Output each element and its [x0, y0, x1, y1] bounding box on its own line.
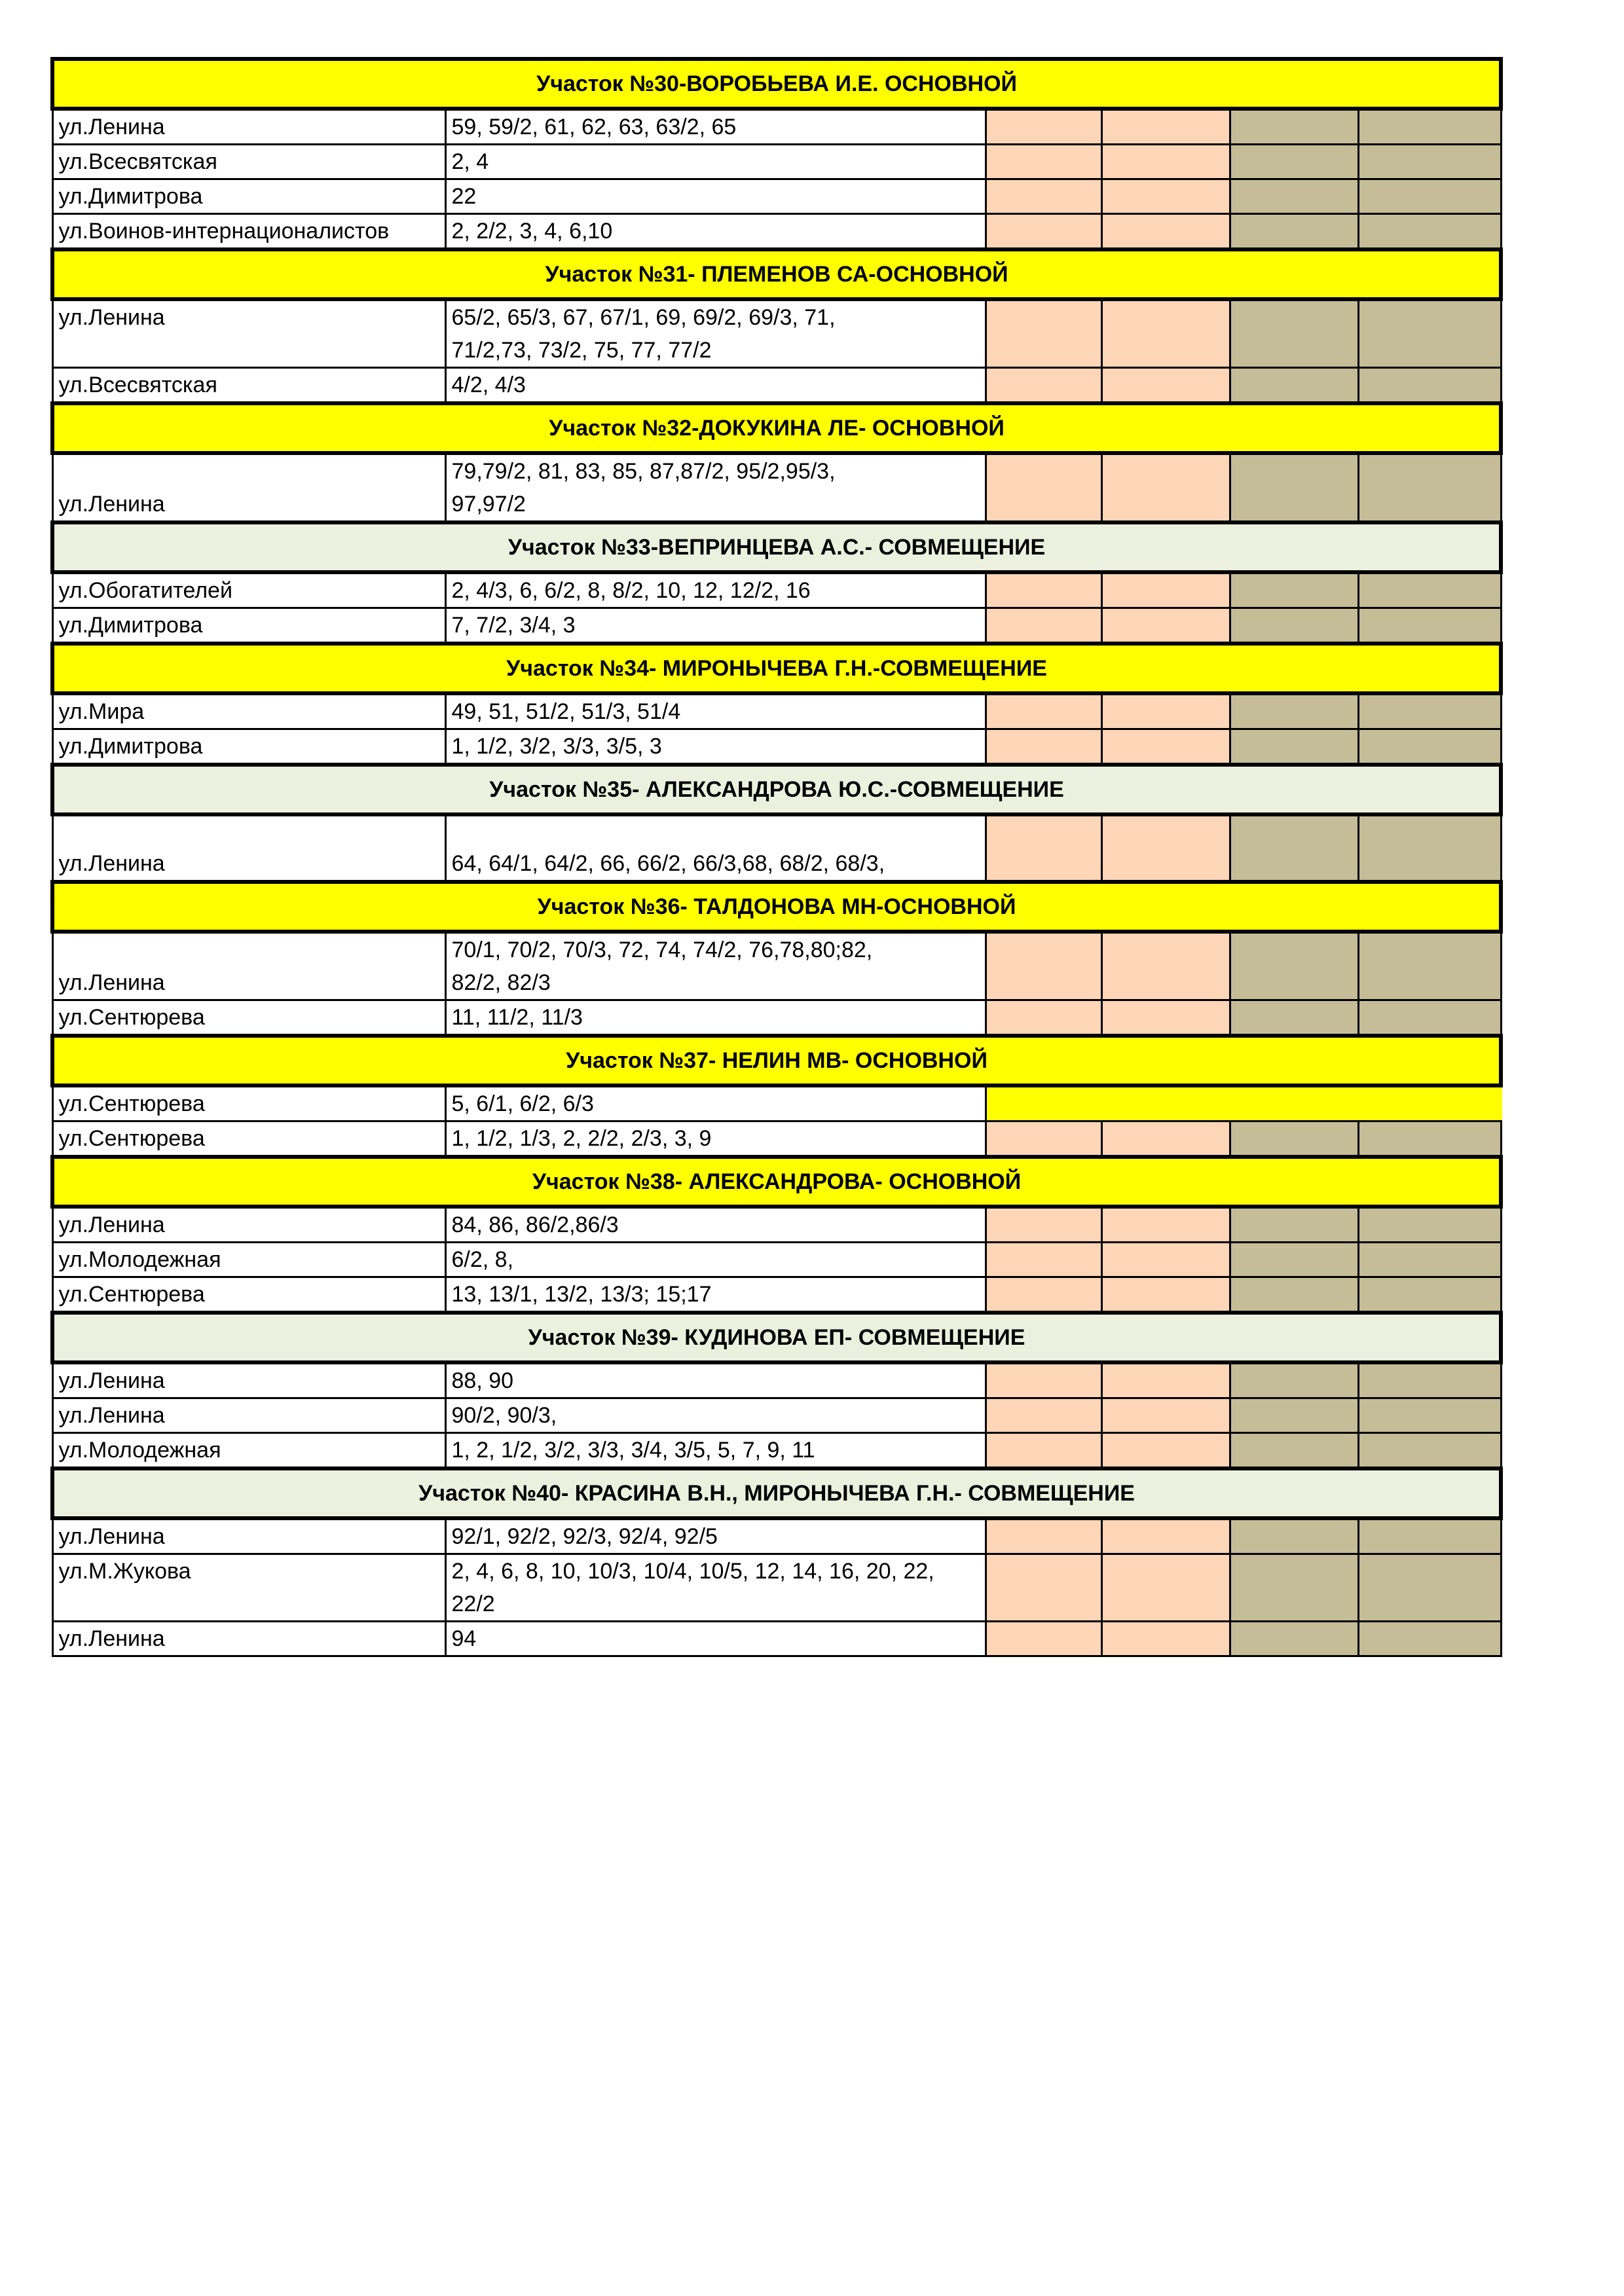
status-cell-2[interactable]	[1101, 109, 1230, 145]
houses-cell[interactable]: 49, 51, 51/2, 51/3, 51/4	[445, 693, 986, 729]
status-cell-2[interactable]	[1101, 1121, 1230, 1157]
section-title[interactable]: Участок №32-ДОКУКИНА ЛЕ- ОСНОВНОЙ	[52, 403, 1501, 453]
houses-cell[interactable]: 2, 4	[445, 145, 986, 179]
status-cell-1[interactable]	[986, 693, 1101, 729]
status-cell-3[interactable]	[1230, 299, 1358, 368]
table-row	[52, 453, 1501, 522]
section-header-row	[52, 1468, 1501, 1518]
section-header-row	[52, 1157, 1501, 1207]
street-cell[interactable]: ул.Ленина	[52, 109, 445, 145]
street-cell[interactable]: ул.Сентюрева	[52, 1277, 445, 1313]
section-header-row	[52, 1036, 1501, 1085]
street-cell[interactable]: ул.Молодежная	[52, 1433, 445, 1469]
houses-cell[interactable]: 92/1, 92/2, 92/3, 92/4, 92/5	[445, 1518, 986, 1554]
status-cell-4[interactable]	[1358, 729, 1501, 765]
table-row	[52, 1554, 1501, 1622]
status-cell-1[interactable]	[986, 729, 1101, 765]
status-cell-2[interactable]	[1101, 179, 1230, 214]
street-cell[interactable]: ул.М.Жукова	[52, 1554, 445, 1622]
status-cell-3[interactable]	[1230, 179, 1358, 214]
table-row	[52, 814, 1501, 882]
status-cell-2[interactable]	[1101, 1518, 1230, 1554]
street-cell[interactable]: ул.Мира	[52, 693, 445, 729]
status-cell-1[interactable]	[986, 179, 1101, 214]
section-header-row	[52, 882, 1501, 932]
status-cell-2[interactable]	[1101, 1277, 1230, 1313]
street-cell[interactable]: ул.Ленина	[52, 453, 445, 522]
table-row	[52, 1398, 1501, 1433]
table-row	[52, 179, 1501, 214]
section-header-row	[52, 59, 1501, 109]
status-cell-2[interactable]	[1101, 145, 1230, 179]
status-cell-1[interactable]	[986, 145, 1101, 179]
status-cell-4[interactable]	[1358, 1362, 1501, 1398]
section-header-row	[52, 403, 1501, 453]
street-cell[interactable]: ул.Сентюрева	[52, 1000, 445, 1036]
status-cell-2[interactable]	[1101, 1398, 1230, 1433]
street-cell[interactable]: ул.Ленина	[52, 1207, 445, 1243]
status-cell-2[interactable]	[1101, 608, 1230, 644]
status-cell-2[interactable]	[1101, 1554, 1230, 1622]
status-cell-1[interactable]	[986, 109, 1101, 145]
status-cell-3[interactable]	[1230, 572, 1358, 608]
section-title[interactable]: Участок №37- НЕЛИН МВ- ОСНОВНОЙ	[52, 1036, 1501, 1085]
status-cell-4[interactable]	[1358, 1085, 1501, 1121]
section-title[interactable]: Участок №31- ПЛЕМЕНОВ СА-ОСНОВНОЙ	[52, 249, 1501, 299]
polling-stations-table	[50, 57, 1503, 1657]
status-cell-4[interactable]	[1358, 1207, 1501, 1243]
section-header-row	[52, 249, 1501, 299]
status-cell-2[interactable]	[1101, 814, 1230, 882]
houses-cell[interactable]: 2, 4/3, 6, 6/2, 8, 8/2, 10, 12, 12/2, 16	[445, 572, 986, 608]
street-cell[interactable]: ул.Ленина	[52, 1398, 445, 1433]
street-cell[interactable]: ул.Обогатителей	[52, 572, 445, 608]
status-cell-4[interactable]	[1358, 932, 1501, 1000]
status-cell-3[interactable]	[1230, 214, 1358, 250]
table-body	[52, 59, 1501, 1656]
status-cell-1[interactable]	[986, 1277, 1101, 1313]
table-row	[52, 1000, 1501, 1036]
houses-cell[interactable]: 88, 90	[445, 1362, 986, 1398]
status-cell-4[interactable]	[1358, 608, 1501, 644]
status-cell-2[interactable]	[1101, 1207, 1230, 1243]
status-cell-1[interactable]	[986, 1622, 1101, 1656]
status-cell-4[interactable]	[1358, 179, 1501, 214]
status-cell-2[interactable]	[1101, 1622, 1230, 1656]
table-row	[52, 932, 1501, 1000]
status-cell-1[interactable]	[986, 453, 1101, 522]
status-cell-2[interactable]	[1101, 932, 1230, 1000]
houses-cell[interactable]: 7, 7/2, 3/4, 3	[445, 608, 986, 644]
status-cell-1[interactable]	[986, 1207, 1101, 1243]
houses-cell[interactable]: 11, 11/2, 11/3	[445, 1000, 986, 1036]
houses-cell[interactable]: 22	[445, 179, 986, 214]
table-row	[52, 1085, 1501, 1121]
status-cell-1[interactable]	[986, 608, 1101, 644]
street-cell[interactable]: ул.Ленина	[52, 1622, 445, 1656]
table-row	[52, 729, 1501, 765]
houses-cell[interactable]: 5, 6/1, 6/2, 6/3	[445, 1085, 986, 1121]
street-cell[interactable]: ул.Ленина	[52, 814, 445, 882]
status-cell-4[interactable]	[1358, 1121, 1501, 1157]
street-cell[interactable]: ул.Ленина	[52, 299, 445, 368]
status-cell-2[interactable]	[1101, 1362, 1230, 1398]
section-title[interactable]: Участок №40- КРАСИНА В.Н., МИРОНЫЧЕВА Г.Н.- СОВМЕЩЕНИЕ	[52, 1468, 1501, 1518]
status-cell-4[interactable]	[1358, 299, 1501, 368]
houses-cell[interactable]: 70/1, 70/2, 70/3, 72, 74, 74/2, 76,78,80;82, 82/2, 82/3	[445, 932, 986, 1000]
status-cell-1[interactable]	[986, 1085, 1101, 1121]
houses-cell[interactable]: 1, 1/2, 3/2, 3/3, 3/5, 3	[445, 729, 986, 765]
table-row	[52, 693, 1501, 729]
status-cell-3[interactable]	[1230, 1243, 1358, 1277]
section-header-row	[52, 644, 1501, 693]
status-cell-2[interactable]	[1101, 1000, 1230, 1036]
status-cell-1[interactable]	[986, 1121, 1101, 1157]
status-cell-4[interactable]	[1358, 214, 1501, 250]
status-cell-3[interactable]	[1230, 608, 1358, 644]
houses-cell[interactable]: 2, 2/2, 3, 4, 6,10	[445, 214, 986, 250]
status-cell-1[interactable]	[986, 1000, 1101, 1036]
table-row	[52, 368, 1501, 404]
status-cell-4[interactable]	[1358, 1243, 1501, 1277]
status-cell-3[interactable]	[1230, 729, 1358, 765]
status-cell-2[interactable]	[1101, 1085, 1230, 1121]
status-cell-3[interactable]	[1230, 1121, 1358, 1157]
houses-cell[interactable]: 4/2, 4/3	[445, 368, 986, 404]
table-row	[52, 109, 1501, 145]
table-row	[52, 572, 1501, 608]
houses-cell[interactable]: 59, 59/2, 61, 62, 63, 63/2, 65	[445, 109, 986, 145]
section-title[interactable]: Участок №30-ВОРОБЬЕВА И.Е. ОСНОВНОЙ	[52, 59, 1501, 109]
status-cell-4[interactable]	[1358, 1398, 1501, 1433]
status-cell-1[interactable]	[986, 1362, 1101, 1398]
status-cell-3[interactable]	[1230, 932, 1358, 1000]
street-cell[interactable]: ул.Сентюрева	[52, 1121, 445, 1157]
status-cell-3[interactable]	[1230, 145, 1358, 179]
section-title[interactable]: Участок №36- ТАЛДОНОВА МН-ОСНОВНОЙ	[52, 882, 1501, 932]
status-cell-2[interactable]	[1101, 1433, 1230, 1469]
status-cell-1[interactable]	[986, 1433, 1101, 1469]
houses-cell[interactable]: 84, 86, 86/2,86/3	[445, 1207, 986, 1243]
status-cell-2[interactable]	[1101, 214, 1230, 250]
status-cell-4[interactable]	[1358, 145, 1501, 179]
table-row	[52, 1121, 1501, 1157]
status-cell-4[interactable]	[1358, 693, 1501, 729]
table-row	[52, 1622, 1501, 1656]
street-cell[interactable]: ул.Сентюрева	[52, 1085, 445, 1121]
status-cell-3[interactable]	[1230, 453, 1358, 522]
status-cell-3[interactable]	[1230, 1433, 1358, 1469]
street-cell[interactable]: ул.Всесвятская	[52, 145, 445, 179]
status-cell-3[interactable]	[1230, 1398, 1358, 1433]
status-cell-2[interactable]	[1101, 453, 1230, 522]
table-row	[52, 145, 1501, 179]
status-cell-2[interactable]	[1101, 572, 1230, 608]
status-cell-3[interactable]	[1230, 1277, 1358, 1313]
status-cell-4[interactable]	[1358, 1000, 1501, 1036]
status-cell-3[interactable]	[1230, 1518, 1358, 1554]
table-row	[52, 1362, 1501, 1398]
houses-cell[interactable]: 1, 1/2, 1/3, 2, 2/2, 2/3, 3, 9	[445, 1121, 986, 1157]
houses-cell[interactable]: 64, 64/1, 64/2, 66, 66/2, 66/3,68, 68/2, 68/3,	[445, 814, 986, 882]
status-cell-1[interactable]	[986, 572, 1101, 608]
section-title[interactable]: Участок №34- МИРОНЫЧЕВА Г.Н.-СОВМЕЩЕНИЕ	[52, 644, 1501, 693]
status-cell-4[interactable]	[1358, 572, 1501, 608]
table-row	[52, 1433, 1501, 1469]
status-cell-2[interactable]	[1101, 1243, 1230, 1277]
status-cell-1[interactable]	[986, 299, 1101, 368]
status-cell-1[interactable]	[986, 932, 1101, 1000]
spreadsheet-page	[50, 57, 1499, 1657]
houses-cell[interactable]: 6/2, 8,	[445, 1243, 986, 1277]
section-title[interactable]: Участок №35- АЛЕКСАНДРОВА Ю.С.-СОВМЕЩЕНИЕ	[52, 765, 1501, 814]
houses-cell[interactable]: 90/2, 90/3,	[445, 1398, 986, 1433]
status-cell-4[interactable]	[1358, 1554, 1501, 1622]
street-cell[interactable]: ул.Всесвятская	[52, 368, 445, 404]
status-cell-2[interactable]	[1101, 368, 1230, 404]
street-cell[interactable]: ул.Ленина	[52, 1518, 445, 1554]
houses-cell[interactable]: 65/2, 65/3, 67, 67/1, 69, 69/2, 69/3, 71, 71/2,73, 73/2, 75, 77, 77/2	[445, 299, 986, 368]
houses-cell[interactable]: 94	[445, 1622, 986, 1656]
status-cell-1[interactable]	[986, 1554, 1101, 1622]
section-title[interactable]: Участок №38- АЛЕКСАНДРОВА- ОСНОВНОЙ	[52, 1157, 1501, 1207]
table-row	[52, 1207, 1501, 1243]
street-cell[interactable]: ул.Димитрова	[52, 179, 445, 214]
status-cell-4[interactable]	[1358, 814, 1501, 882]
status-cell-3[interactable]	[1230, 814, 1358, 882]
houses-cell[interactable]: 13, 13/1, 13/2, 13/3; 15;17	[445, 1277, 986, 1313]
status-cell-3[interactable]	[1230, 693, 1358, 729]
status-cell-3[interactable]	[1230, 1362, 1358, 1398]
street-cell[interactable]: ул.Димитрова	[52, 729, 445, 765]
status-cell-4[interactable]	[1358, 1277, 1501, 1313]
status-cell-1[interactable]	[986, 368, 1101, 404]
status-cell-1[interactable]	[986, 1398, 1101, 1433]
street-cell[interactable]: ул.Воинов-интернационалистов	[52, 214, 445, 250]
status-cell-2[interactable]	[1101, 729, 1230, 765]
section-header-row	[52, 765, 1501, 814]
table-row	[52, 299, 1501, 368]
street-cell[interactable]: ул.Димитрова	[52, 608, 445, 644]
status-cell-4[interactable]	[1358, 1518, 1501, 1554]
status-cell-3[interactable]	[1230, 1207, 1358, 1243]
status-cell-4[interactable]	[1358, 1433, 1501, 1469]
table-row	[52, 1243, 1501, 1277]
status-cell-3[interactable]	[1230, 368, 1358, 404]
status-cell-4[interactable]	[1358, 1622, 1501, 1656]
section-header-row	[52, 522, 1501, 572]
status-cell-2[interactable]	[1101, 693, 1230, 729]
status-cell-1[interactable]	[986, 1243, 1101, 1277]
status-cell-4[interactable]	[1358, 368, 1501, 404]
section-title[interactable]: Участок №39- КУДИНОВА ЕП- СОВМЕЩЕНИЕ	[52, 1313, 1501, 1362]
houses-cell[interactable]: 2, 4, 6, 8, 10, 10/3, 10/4, 10/5, 12, 14, 16, 20, 22, 22/2	[445, 1554, 986, 1622]
table-row	[52, 1518, 1501, 1554]
table-row	[52, 608, 1501, 644]
status-cell-1[interactable]	[986, 214, 1101, 250]
houses-cell[interactable]: 79,79/2, 81, 83, 85, 87,87/2, 95/2,95/3, 97,97/2	[445, 453, 986, 522]
table-row	[52, 1277, 1501, 1313]
status-cell-3[interactable]	[1230, 1622, 1358, 1656]
street-cell[interactable]: ул.Ленина	[52, 1362, 445, 1398]
status-cell-3[interactable]	[1230, 1000, 1358, 1036]
street-cell[interactable]: ул.Молодежная	[52, 1243, 445, 1277]
houses-cell[interactable]: 1, 2, 1/2, 3/2, 3/3, 3/4, 3/5, 5, 7, 9, 11	[445, 1433, 986, 1469]
section-title[interactable]: Участок №33-ВЕПРИНЦЕВА А.С.- СОВМЕЩЕНИЕ	[52, 522, 1501, 572]
status-cell-4[interactable]	[1358, 453, 1501, 522]
status-cell-3[interactable]	[1230, 1554, 1358, 1622]
status-cell-3[interactable]	[1230, 109, 1358, 145]
street-cell[interactable]: ул.Ленина	[52, 932, 445, 1000]
status-cell-3[interactable]	[1230, 1085, 1358, 1121]
section-header-row	[52, 1313, 1501, 1362]
status-cell-2[interactable]	[1101, 299, 1230, 368]
status-cell-4[interactable]	[1358, 109, 1501, 145]
table-row	[52, 214, 1501, 250]
status-cell-1[interactable]	[986, 814, 1101, 882]
status-cell-1[interactable]	[986, 1518, 1101, 1554]
